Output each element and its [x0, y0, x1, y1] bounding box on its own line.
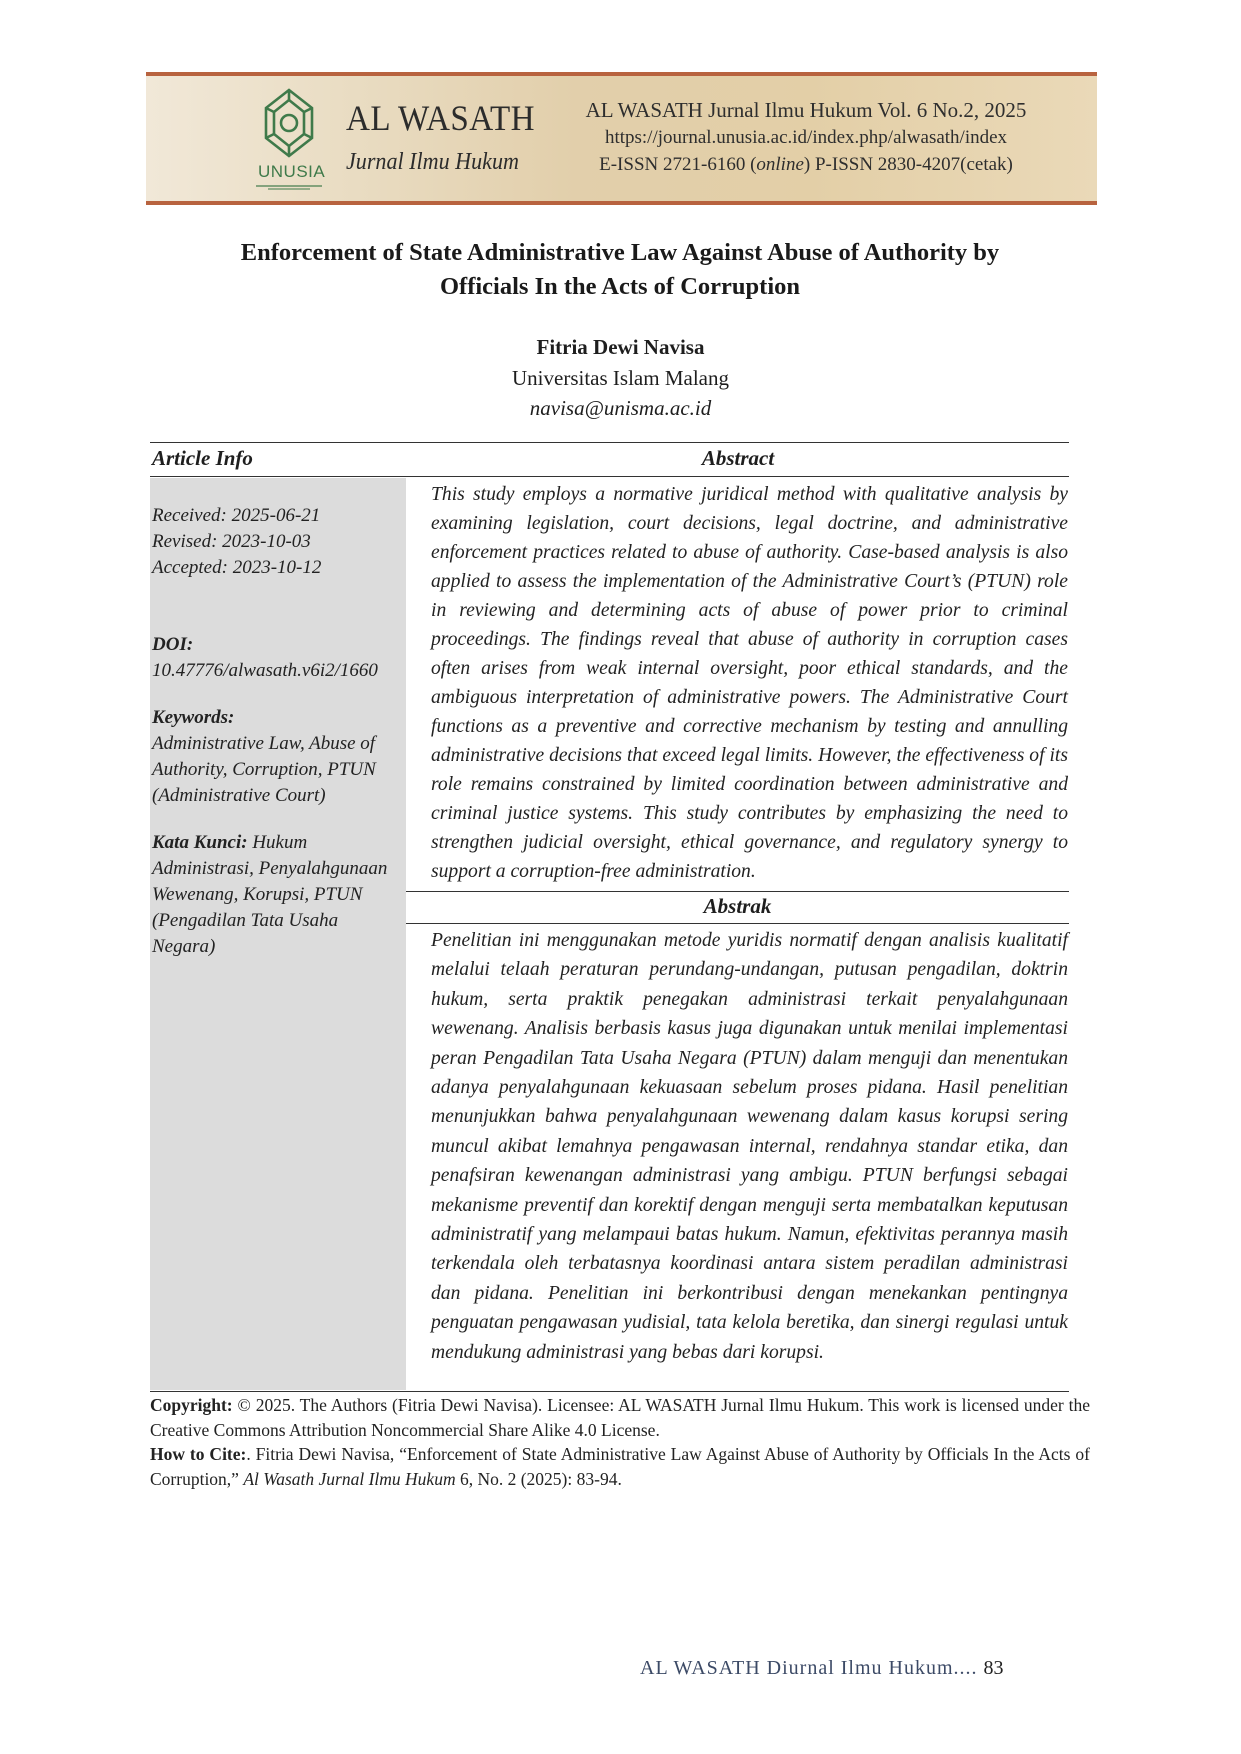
received-date: Received: 2025-06-21	[152, 505, 321, 526]
abstrak-top-rule	[406, 891, 1069, 892]
abstract-heading: Abstract	[701, 446, 775, 470]
journal-url[interactable]: https://journal.unusia.ac.id/index.php/alwasath/index	[604, 127, 1008, 148]
kata-kunci-label: Kata Kunci:	[152, 832, 248, 853]
keywords-list: Administrative Law, Abuse of Authority, Corruption, PTUN (Administrative Court)	[152, 733, 376, 806]
how-to-cite: How to Cite:. Fitria Dewi Navisa, “Enforcement of State Administrative Law Against Abuse of Authority by Officials In the Acts of Corruption,” Al Wasath Jurnal Ilmu Hukum 6, No. 2 (2025): 83-94.	[150, 1444, 1090, 1489]
journal-volume-line: AL WASATH Jurnal Ilmu Hukum Vol. 6 No.2, 2025	[585, 98, 1027, 122]
article-title	[150, 236, 1090, 304]
table-top-rule	[150, 442, 1069, 443]
author-name: Fitria Dewi Navisa	[536, 335, 705, 359]
logo-journal-tagline: Jurnal Ilmu Hukum	[346, 149, 519, 175]
author-affiliation: Universitas Islam Malang	[512, 366, 729, 390]
abstrak-header-rule	[406, 923, 1069, 924]
kata-kunci-block	[152, 830, 402, 960]
page-number: 83	[983, 1657, 1004, 1679]
logo-org-name: UNUSIA	[258, 162, 326, 181]
abstract-text: This study employs a normative juridical method with qualitative analysis by examining legislation, court decisions, legal doctrine, and administrative enforcement practices related to abuse of authority. Case-based analysis is also applied to assess the implementation of the Administrative Court’s (PTUN) role in reviewing and determining acts of abuse of power prior to criminal proceedings. The findings reveal that abuse of authority in corruption cases often arises from weak internal oversight, poor ethical standards, and the ambiguous interpretation of administrative powers. The Administrative Court functions as a preventive and corrective mechanism by testing and annulling administrative decisions that exceed legal limits. However, the effectiveness of its role remains constrained by limited coordination between administrative and criminal justice systems. This study contributes by emphasizing the need to strengthen judicial oversight, ethical governance, and regulatory synergy to support a corruption-free administration.	[431, 484, 1068, 882]
journal-issn: E-ISSN 2721-6160 (online) P-ISSN 2830-4207(cetak)	[599, 154, 1013, 175]
unusia-logo-icon	[260, 86, 318, 164]
doi-value[interactable]: 10.47776/alwasath.v6i2/1660	[152, 660, 378, 681]
keywords-label: Keywords:	[152, 707, 235, 728]
accepted-date: Accepted: 2023-10-12	[152, 557, 322, 578]
article-info-heading: Article Info	[152, 446, 253, 470]
page-footer	[640, 1657, 1004, 1680]
abstrak-text: Penelitian ini menggunakan metode yuridis normatif dengan analisis kualitatif melalui telaah peraturan perundang-undangan, putusan pengadilan, doktrin hukum, serta praktik penegakan administrasi terkait penyalahgunaan wewenang. Analisis berbasis kasus juga digunakan untuk menilai implementasi peran Pengadilan Tata Usaha Negara (PTUN) dalam menguji dan menentukan adanya penyalahgunaan kekuasaan sebelum proses pidana. Hasil penelitian menunjukkan bahwa penyalahgunaan wewenang dalam kasus korupsi sering muncul akibat lemahnya pengawasan internal, rendahnya standar etika, dan penafsiran kewenangan administrasi yang ambigu. PTUN berfungsi sebagai mekanisme preventif dan korektif dengan menguji serta membatalkan keputusan administratif yang melampaui batas hukum. Namun, efektivitas perannya masih terkendala oleh terbatasnya koordinasi antara sistem peradilan administrasi dan pidana. Penelitian ini berkontribusi dengan menekankan pentingnya penguatan pengawasan yudisial, tata kelola beretika, dan sinergi regulasi untuk mendukung administrasi yang bebas dari korupsi.	[431, 930, 1068, 1363]
doi-label: DOI:	[152, 634, 194, 655]
abstrak-heading: Abstrak	[703, 894, 772, 918]
copyright-notice: Copyright: © 2025. The Authors (Fitria Dewi Navisa). Licensee: AL WASATH Jurnal Ilmu Hukum. This work is licensed under the Creative Commons Attribution Noncommercial Share Alike 4.0 License.	[150, 1395, 1090, 1440]
revised-date: Revised: 2023-10-03	[152, 531, 311, 552]
logo-subtext-mark	[254, 183, 324, 191]
table-bottom-rule	[150, 1391, 1069, 1392]
article-title-line: Enforcement of State Administrative Law Against Abuse of Authority by	[240, 239, 1000, 266]
running-title: AL WASATH Diurnal Ilmu Hukum....	[640, 1657, 984, 1679]
journal-info	[536, 96, 1076, 178]
kata-kunci-list: Hukum Administrasi, Penyalahgunaan Wewenang, Korupsi, PTUN (Pengadilan Tata Usaha Negara)	[152, 832, 388, 957]
journal-header-banner	[146, 72, 1097, 205]
table-header-rule	[150, 476, 1069, 477]
copyright-and-citation	[150, 1393, 1090, 1491]
logo-journal-name: AL WASATH	[346, 98, 536, 138]
author-email[interactable]: navisa@unisma.ac.id	[529, 396, 712, 420]
article-title-line: Officials In the Acts of Corruption	[440, 273, 800, 300]
